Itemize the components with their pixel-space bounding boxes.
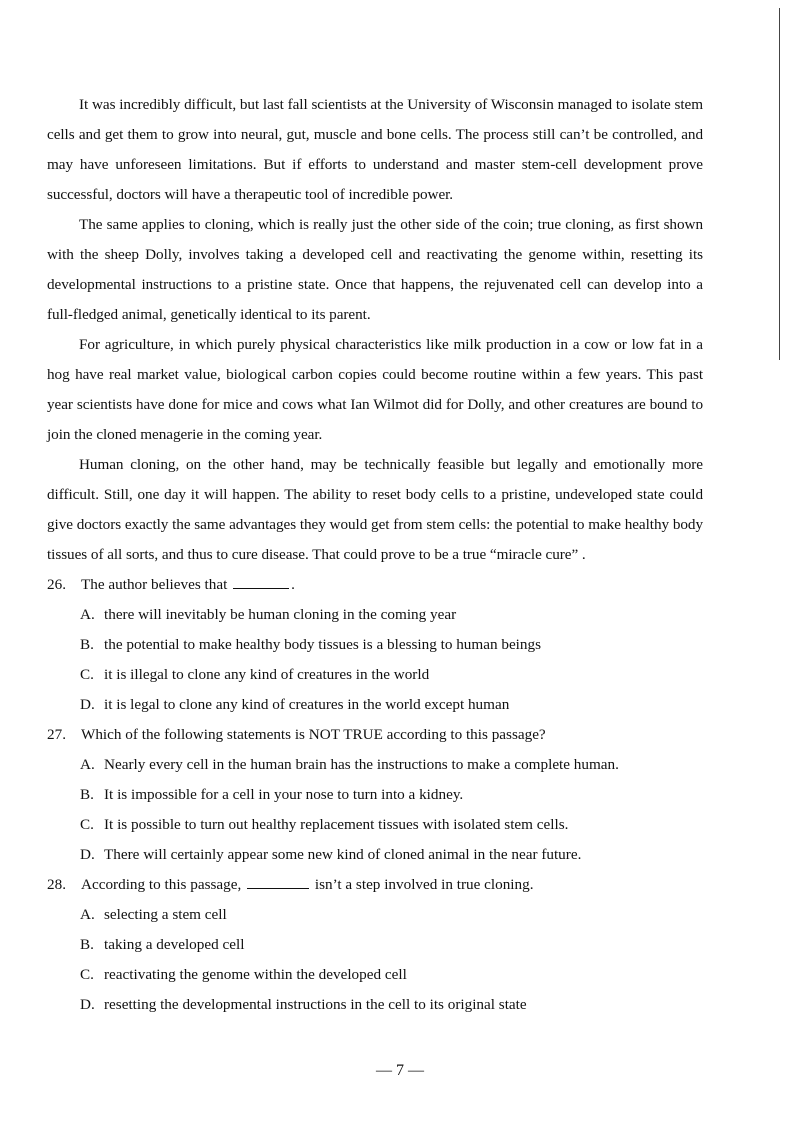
question-number: 26.	[47, 576, 66, 593]
question-number: 28.	[47, 876, 66, 893]
question-27	[47, 720, 703, 870]
option-c[interactable]	[47, 810, 703, 840]
question-text: Which of the following statements is NOT TRUE according to this passage?	[81, 726, 546, 743]
option-text: There will certainly appear some new kind of cloned animal in the near future.	[104, 846, 582, 863]
question-26	[47, 570, 703, 720]
passage-paragraph-1: It was incredibly difficult, but last fall scientists at the University of Wisconsin managed to isolate stem cells and get them to grow into neural, gut, muscle and bone cells. The process still can’t be controlled, and may have unforeseen limitations. But if efforts to understand and master stem-cell development prove successful, doctors will have a therapeutic tool of incredible power.	[47, 96, 703, 203]
option-letter: B.	[80, 936, 94, 953]
page-number: — 7 —	[376, 1062, 424, 1079]
reading-passage	[47, 90, 703, 570]
margin-rule	[779, 8, 780, 360]
stem-before: The author believes that	[81, 576, 228, 593]
question-28	[47, 870, 703, 1020]
option-letter: C.	[80, 816, 94, 833]
question-text	[81, 570, 703, 600]
stem-after: .	[291, 576, 295, 593]
option-text: reactivating the genome within the developed cell	[104, 966, 407, 983]
option-text: taking a developed cell	[104, 936, 245, 953]
option-text: resetting the developmental instructions in the cell to its original state	[104, 996, 527, 1013]
option-text: It is possible to turn out healthy replacement tissues with isolated stem cells.	[104, 816, 569, 833]
option-letter: C.	[80, 966, 94, 983]
stem-before: According to this passage,	[81, 876, 242, 893]
option-letter: A.	[80, 906, 95, 923]
option-b[interactable]	[47, 780, 703, 810]
option-text: selecting a stem cell	[104, 906, 227, 923]
option-text: it is legal to clone any kind of creatures in the world except human	[104, 696, 510, 713]
answer-blank	[233, 574, 289, 589]
option-b[interactable]	[47, 930, 703, 960]
option-letter: D.	[80, 996, 95, 1013]
option-c[interactable]	[47, 660, 703, 690]
option-a[interactable]	[47, 900, 703, 930]
passage-paragraph-2: The same applies to cloning, which is really just the other side of the coin; true cloning, as first shown with the sheep Dolly, involves taking a developed cell and reactivating the genome within, resetting its developmental instructions to a pristine state. Once that happens, the rejuvenated cell can develop into a full-fledged animal, genetically identical to its parent.	[47, 216, 703, 323]
option-text: the potential to make healthy body tissues is a blessing to human beings	[104, 636, 541, 653]
question-number: 27.	[47, 726, 66, 743]
option-text: Nearly every cell in the human brain has the instructions to make a complete human.	[104, 756, 619, 773]
option-letter: A.	[80, 756, 95, 773]
option-letter: B.	[80, 786, 94, 803]
question-stem	[47, 870, 703, 900]
option-letter: D.	[80, 846, 95, 863]
question-stem	[47, 720, 703, 750]
answer-blank	[247, 874, 309, 889]
option-b[interactable]	[47, 630, 703, 660]
option-letter: D.	[80, 696, 95, 713]
option-c[interactable]	[47, 960, 703, 990]
option-text: it is illegal to clone any kind of creatures in the world	[104, 666, 430, 683]
option-d[interactable]	[47, 840, 703, 870]
option-letter: B.	[80, 636, 94, 653]
exam-page	[47, 90, 703, 1020]
passage-paragraph-4: Human cloning, on the other hand, may be technically feasible but legally and emotionally more difficult. Still, one day it will happen. The ability to reset body cells to a pristine, undeveloped state could give doctors exactly the same advantages they would get from stem cells: the potential to make healthy body tissues of all sorts, and thus to cure disease. That could prove to be a true “miracle cure” .	[47, 456, 703, 563]
option-text: It is impossible for a cell in your nose to turn into a kidney.	[104, 786, 464, 803]
option-a[interactable]	[47, 600, 703, 630]
passage-paragraph-3: For agriculture, in which purely physical characteristics like milk production in a cow or low fat in a hog have real market value, biological carbon copies could become routine within a few years. This past year scientists have done for mice and cows what Ian Wilmot did for Dolly, and other creatures are bound to join the cloned menagerie in the coming year.	[47, 336, 703, 443]
option-a[interactable]	[47, 750, 703, 780]
option-letter: C.	[80, 666, 94, 683]
question-stem	[47, 570, 703, 600]
option-d[interactable]	[47, 990, 703, 1020]
option-letter: A.	[80, 606, 95, 623]
stem-after: isn’t a step involved in true cloning.	[314, 876, 534, 893]
option-text: there will inevitably be human cloning in the coming year	[104, 606, 457, 623]
option-d[interactable]	[47, 690, 703, 720]
question-text	[81, 870, 703, 900]
